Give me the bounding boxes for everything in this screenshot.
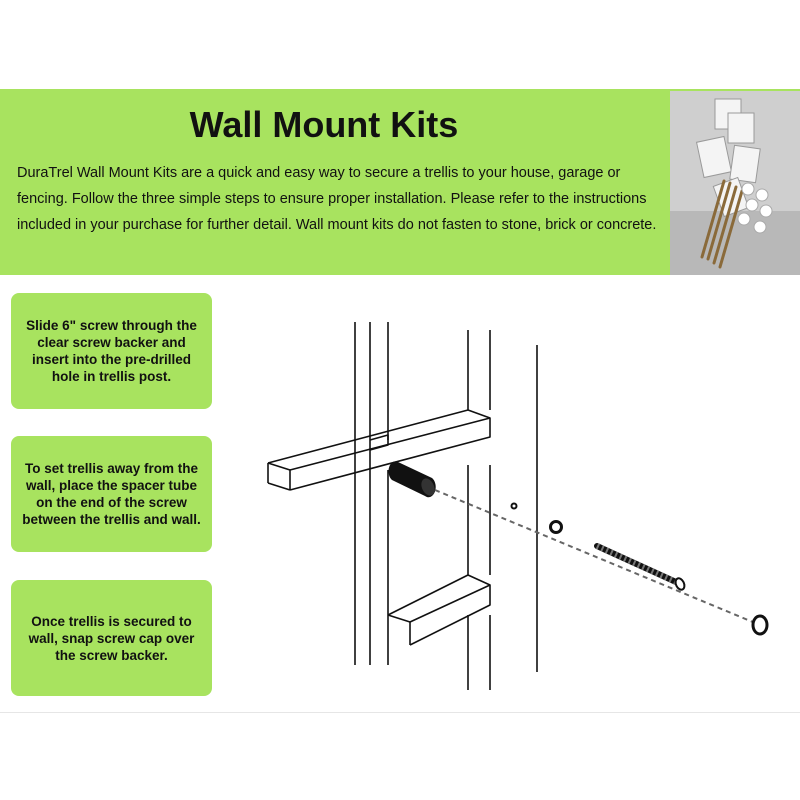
screw — [597, 546, 686, 591]
screw-backer — [512, 504, 517, 509]
intro-paragraph: DuraTrel Wall Mount Kits are a quick and easy way to secure a trellis to your house, garage or fencing. Follow the three simple steps to ensure proper installation. Please refer to the instructions included in your purchase for further detail. Wall mount kits do not fasten to stone, brick or concrete. — [17, 165, 657, 233]
step-3-instruction: Once trellis is secured to wall, snap screw cap over the screw backer. — [11, 580, 212, 696]
kit-photo-illustration — [670, 91, 800, 275]
spacer-tube — [389, 461, 438, 497]
screw-axis-line — [435, 490, 760, 625]
step-1-instruction: Slide 6" screw through the clear screw backer and insert into the pre-drilled hole in trellis post. — [11, 293, 212, 409]
installation-diagram — [260, 310, 780, 700]
lower-rail — [388, 575, 490, 645]
washer — [551, 522, 562, 533]
upper-rail — [268, 410, 490, 490]
screw-cap — [753, 616, 767, 634]
step-2-instruction: To set trellis away from the wall, place the spacer tube on the end of the screw between the trellis and wall. — [11, 436, 212, 552]
page-title: Wall Mount Kits — [189, 104, 459, 145]
wall-mount-kit-photo — [670, 91, 800, 275]
footer-divider — [0, 712, 800, 713]
